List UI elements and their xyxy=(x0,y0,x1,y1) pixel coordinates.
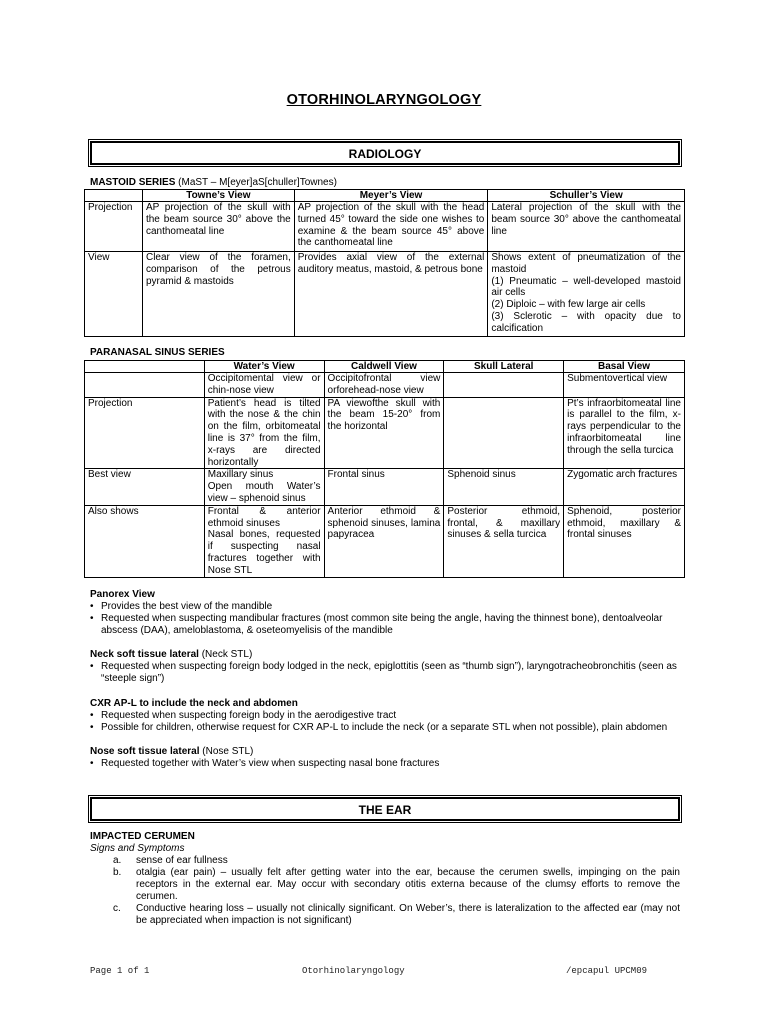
list-item: • Requested when suspecting foreign body lodged in the neck, epiglottitis (seen as “thumb sign”), laryngotracheobronchitis (seen as “steeple sign”) xyxy=(90,661,680,685)
table-cell: Sphenoid sinus xyxy=(444,469,564,505)
neck-block xyxy=(90,649,680,685)
table-cell: Occipitofrontal view orforehead-nose view xyxy=(324,373,444,398)
list-marker: c. xyxy=(113,903,121,914)
nose-heading-note: (Nose STL) xyxy=(199,746,254,757)
table-cell: Posterior ethmoid, frontal, & maxillary sinuses & sella turcica xyxy=(444,505,564,577)
cerumen-subheading: Signs and Symptoms xyxy=(90,843,185,854)
table-cell: Provides axial view of the external auditory meatus, mastoid, & petrous bone xyxy=(294,252,488,337)
table-header: Water’s View xyxy=(204,361,324,373)
table-cell: Patient’s head is tilted with the nose & the chin on the film, orbitomeatal line is 37° from the film, x-rays are directed horizontally xyxy=(204,397,324,469)
table-cell: Projection xyxy=(85,202,143,252)
table-cell: Also shows xyxy=(85,505,205,577)
cerumen-heading: IMPACTED CERUMEN xyxy=(90,831,195,842)
table-header: Schuller’s View xyxy=(488,190,685,202)
nose-heading-label: Nose soft tissue lateral xyxy=(90,746,200,757)
table-cell: Clear view of the foramen, comparison of the petrous pyramid & mastoids xyxy=(142,252,294,337)
table-cell: Shows extent of pneumatization of the mastoid (1) Pneumatic – well-developed mastoid air cells (2) Diploic – with few large air cells (3) Sclerotic – with opacity due to calcification xyxy=(488,252,685,337)
list-marker: b. xyxy=(113,867,122,878)
list-text: Conductive hearing loss – usually not clinically significant. On Weber’s, there is lateralization to the affected ear (may not be appreciated when impaction is not significant) xyxy=(136,903,680,926)
nose-block xyxy=(90,746,680,770)
nose-heading xyxy=(90,746,680,758)
mastoid-table xyxy=(84,189,685,337)
table-cell: Submentovertical view xyxy=(564,373,685,398)
table-cell: Lateral projection of the skull with the beam source 30° above the canthomeatal line xyxy=(488,202,685,252)
list-text: sense of ear fullness xyxy=(136,855,228,866)
list-text: otalgia (ear pain) – usually felt after getting water into the ear, because the cerumen swells, impinging on the pain receptors in the external ear. May occur with secondary otitis externa because of the clumsy efforts to remove the cerumen. xyxy=(136,867,680,902)
table-row xyxy=(85,505,685,577)
list-item: • Requested when suspecting foreign body in the aerodigestive tract xyxy=(90,710,680,722)
cerumen-block xyxy=(90,831,680,927)
panorex-heading: Panorex View xyxy=(90,589,155,600)
table-cell: Pt’s infraorbitomeatal line is parallel to the film, x-rays perpendicular to the infraorbitomeatal line through the sella turcica xyxy=(564,397,685,469)
table-row xyxy=(85,202,685,252)
table-cell: Frontal sinus xyxy=(324,469,444,505)
table-cell: AP projection of the skull with the head turned 45° toward the side one wishes to examine & the beam source 45° above the canthomeatal line xyxy=(294,202,488,252)
mastoid-heading xyxy=(90,177,337,189)
table-cell: Zygomatic arch fractures xyxy=(564,469,685,505)
list-item xyxy=(90,867,680,903)
table-row xyxy=(85,397,685,469)
table-cell: AP projection of the skull with the beam source 30° above the canthomeatal line xyxy=(142,202,294,252)
table-header: Towne’s View xyxy=(142,190,294,202)
table-cell: Maxillary sinus Open mouth Water’s view – sphenoid sinus xyxy=(204,469,324,505)
list-marker: a. xyxy=(113,855,122,866)
table-header xyxy=(85,361,205,373)
footer-author: /epcapul UPCM09 xyxy=(566,966,648,976)
table-header: Caldwell View xyxy=(324,361,444,373)
table-header xyxy=(85,190,143,202)
table-header-row xyxy=(85,190,685,202)
mastoid-heading-note: (MaST – M[eyer]aS[chuller]Townes) xyxy=(175,177,337,188)
paranasal-table xyxy=(84,360,685,578)
table-cell xyxy=(85,373,205,398)
table-row xyxy=(85,252,685,337)
table-cell: Occipitomental view or chin-nose view xyxy=(204,373,324,398)
list-item: • Provides the best view of the mandible xyxy=(90,601,680,613)
list-item xyxy=(90,855,680,867)
list-item xyxy=(90,903,680,927)
list-item: • Requested when suspecting mandibular fractures (most common site being the angle, having the thinnest bone), dentoalveolar abscess (DAA), ameloblastoma, & oseteomyelisis of the mandible xyxy=(90,613,680,637)
panorex-block xyxy=(90,589,680,637)
paranasal-heading: PARANASAL SINUS SERIES xyxy=(90,347,225,358)
table-cell: View xyxy=(85,252,143,337)
table-cell: PA viewofthe skull with the beam 15-20° from the horizontal xyxy=(324,397,444,469)
footer-page-number: Page 1 of 1 xyxy=(90,966,150,976)
document-title: OTORHINOLARYNGOLOGY xyxy=(286,92,482,108)
footer-title: Otorhinolaryngology xyxy=(302,966,405,976)
section-radiology: RADIOLOGY xyxy=(90,141,680,165)
table-header: Skull Lateral xyxy=(444,361,564,373)
table-header: Meyer’s View xyxy=(294,190,488,202)
cxr-block xyxy=(90,698,680,734)
list-item: • Possible for children, otherwise request for CXR AP-L to include the neck (or a separate STL when not possible), plain abdomen xyxy=(90,722,680,734)
table-cell: Anterior ethmoid & sphenoid sinuses, lamina papyracea xyxy=(324,505,444,577)
section-the-ear: THE EAR xyxy=(90,797,680,821)
table-cell: Projection xyxy=(85,397,205,469)
mastoid-heading-label: MASTOID SERIES xyxy=(90,177,176,188)
table-row xyxy=(85,469,685,505)
table-cell: Best view xyxy=(85,469,205,505)
table-cell: Frontal & anterior ethmoid sinuses Nasal bones, requested if suspecting nasal fractures together with Nose STL xyxy=(204,505,324,577)
table-header-row xyxy=(85,361,685,373)
table-cell xyxy=(444,373,564,398)
table-row xyxy=(85,373,685,398)
table-cell xyxy=(444,397,564,469)
table-header: Basal View xyxy=(564,361,685,373)
neck-heading-label: Neck soft tissue lateral xyxy=(90,649,199,660)
table-cell: Sphenoid, posterior ethmoid, maxillary & frontal sinuses xyxy=(564,505,685,577)
cxr-heading: CXR AP-L to include the neck and abdomen xyxy=(90,698,298,709)
neck-heading xyxy=(90,649,680,661)
neck-heading-note: (Neck STL) xyxy=(198,649,253,660)
list-item: • Requested together with Water’s view when suspecting nasal bone fractures xyxy=(90,758,680,770)
